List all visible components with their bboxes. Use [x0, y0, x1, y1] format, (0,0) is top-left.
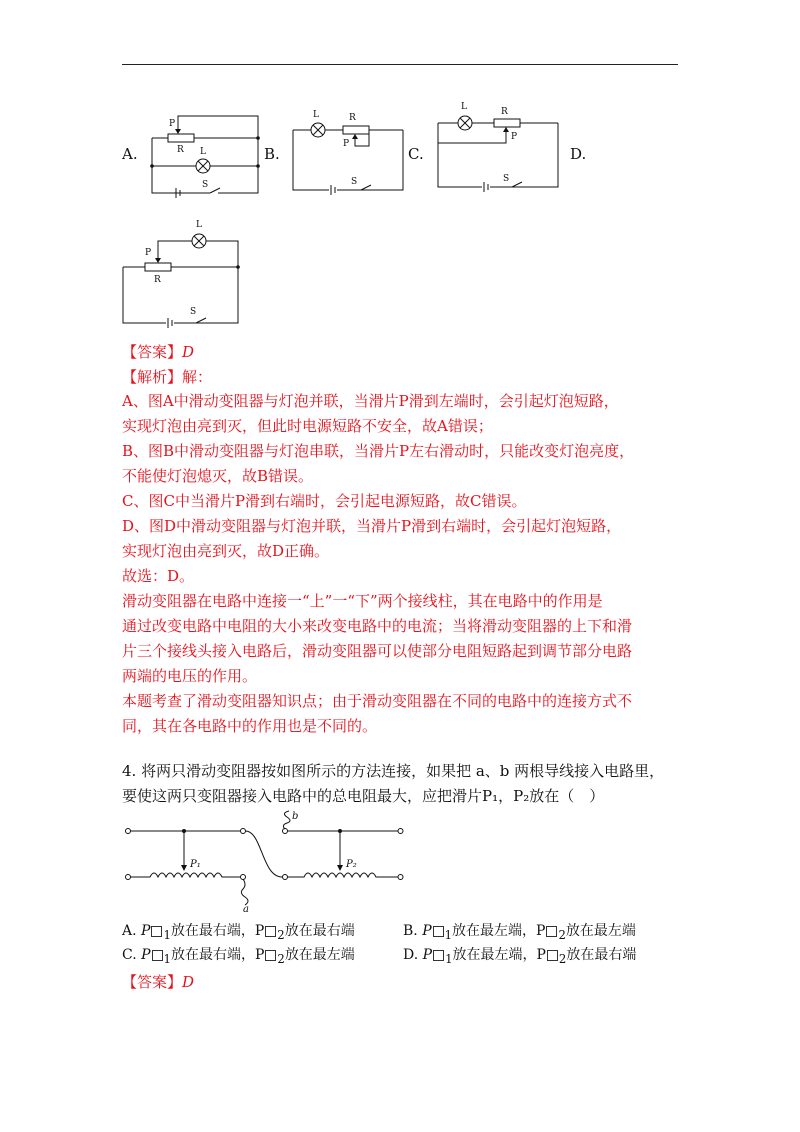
analysis-tag: 【解析】	[122, 368, 183, 386]
analysis-line: 不能使灯泡熄灭，故B错误。	[122, 467, 314, 485]
label-s: S	[190, 307, 197, 317]
label-l: L	[200, 147, 206, 157]
missing-glyph-box	[433, 950, 444, 961]
label-p: P	[343, 139, 350, 149]
label-r: R	[501, 107, 508, 117]
question-4-line-1: 4. 将两只滑动变阻器按如图所示的方法连接，如果把 a、b 两根导线接入电路里，	[122, 762, 665, 780]
option-label-a: A.	[122, 145, 138, 163]
label-p: P	[511, 132, 518, 142]
analysis-line: D、图D中滑动变阻器与灯泡并联，当滑片P滑到右端时，会引起灯泡短路，	[122, 517, 622, 535]
choice-end: 放在最左端	[565, 923, 636, 939]
choice-sub: 1	[163, 951, 171, 966]
choice-d[interactable]	[403, 944, 636, 970]
answer-line-q4	[122, 970, 194, 994]
choice-end: 放在最右端	[284, 923, 355, 939]
choice-sub: 1	[445, 951, 453, 966]
label-s: S	[503, 174, 510, 184]
header-rule	[122, 64, 678, 65]
analysis-line: 故选：D。	[122, 567, 195, 585]
label-s: S	[202, 180, 209, 190]
option-label-d: D.	[570, 145, 587, 163]
choice-end: 放在最左端	[284, 947, 355, 963]
analysis-line: A、图A中滑动变阻器与灯泡并联，当滑片P滑到左端时，会引起灯泡短路，	[122, 392, 619, 410]
choice-p: P	[141, 923, 151, 939]
choice-sub: 2	[558, 951, 567, 966]
missing-glyph-box	[152, 950, 163, 961]
label-b: b	[292, 811, 299, 822]
answer-tag: 【答案】	[122, 343, 183, 361]
analysis-heading	[122, 365, 212, 389]
analysis-line: 实现灯泡由亮到灭，故D正确。	[122, 542, 330, 560]
choice-sub: 1	[163, 927, 171, 942]
choice-mid: 放在最左端，P	[452, 923, 546, 939]
analysis-line: 片三个接线头接入电路后，滑动变阻器可以使部分电阻短路起到调节部分电路	[122, 642, 633, 660]
analysis-line: 滑动变阻器在电路中连接一“上”一“下”两个接线柱，其在电路中的作用是	[122, 592, 603, 610]
analysis-line: 本题考查了滑动变阻器知识点；由于滑动变阻器在不同的电路中的连接方式不	[122, 692, 633, 710]
missing-glyph-box	[547, 950, 558, 961]
missing-glyph-box	[265, 950, 276, 961]
label-s: S	[351, 177, 358, 187]
label-p: P	[145, 248, 152, 258]
answer-value: D	[182, 973, 195, 991]
choice-mid: 放在最右端，P	[170, 947, 265, 963]
circuit-diagram-c	[432, 95, 562, 190]
missing-glyph-box	[265, 926, 276, 937]
choice-p: P	[141, 947, 151, 963]
label-l: L	[196, 220, 202, 230]
choice-sub: 2	[277, 951, 285, 966]
choice-label: B.	[403, 923, 418, 939]
missing-glyph-box	[546, 926, 557, 937]
label-l: L	[313, 110, 319, 120]
choice-mid: 放在最左端，P	[452, 947, 546, 963]
circuit-diagram-d	[118, 215, 243, 330]
label-r: R	[349, 113, 356, 123]
option-label-b: B.	[264, 145, 280, 163]
analysis-line: 通过改变电路中电阻的大小来改变电路中的电流；当将滑动变阻器的上下和滑	[122, 617, 633, 635]
label-r: R	[154, 275, 161, 285]
question-4-line-2: 要使这两只变阻器接入电路中的总电阻最大，应把滑片P₁，P₂放在（ ）	[122, 787, 605, 805]
choice-label: A.	[122, 923, 137, 939]
analysis-line: 实现灯泡由亮到灭，但此时电源短路不安全，故A错误；	[122, 417, 493, 435]
choice-sub: 2	[277, 927, 285, 942]
rheostat-figure	[122, 811, 412, 915]
label-p2: P₂	[346, 859, 357, 870]
label-r: R	[177, 145, 184, 155]
choice-a[interactable]	[122, 920, 355, 946]
label-l: L	[461, 102, 467, 112]
circuit-diagram-a	[140, 108, 265, 203]
missing-glyph-box	[151, 926, 162, 937]
label-a: a	[243, 904, 249, 915]
answer-tag: 【答案】	[122, 973, 183, 991]
choice-c[interactable]	[122, 944, 355, 970]
answer-line-prev	[122, 340, 194, 364]
analysis-line: 同，其在各电路中的作用也是不同的。	[122, 717, 378, 735]
analysis-line: 两端的电压的作用。	[122, 667, 258, 685]
choice-b[interactable]	[403, 920, 636, 946]
analysis-line: C、图C中当滑片P滑到右端时，会引起电源短路，故C错误。	[122, 492, 527, 510]
choice-label: C.	[122, 947, 137, 963]
choice-mid: 放在最右端，P	[170, 923, 265, 939]
choice-end: 放在最右端	[566, 947, 637, 963]
choice-p: P	[422, 923, 432, 939]
analysis-tail: 解：	[182, 368, 213, 386]
circuit-diagram-b	[285, 100, 410, 195]
choice-p: P	[422, 947, 433, 963]
option-label-c: C.	[408, 145, 424, 163]
choice-sub: 1	[444, 927, 453, 942]
label-p1: P₁	[190, 859, 201, 870]
label-p: P	[169, 119, 176, 129]
answer-value: D	[182, 343, 195, 361]
choice-label: D.	[403, 947, 419, 963]
choice-sub: 2	[558, 927, 566, 942]
analysis-line: B、图B中滑动变阻器与灯泡串联，当滑片P左右滑动时，只能改变灯泡亮度，	[122, 442, 635, 460]
missing-glyph-box	[433, 926, 444, 937]
